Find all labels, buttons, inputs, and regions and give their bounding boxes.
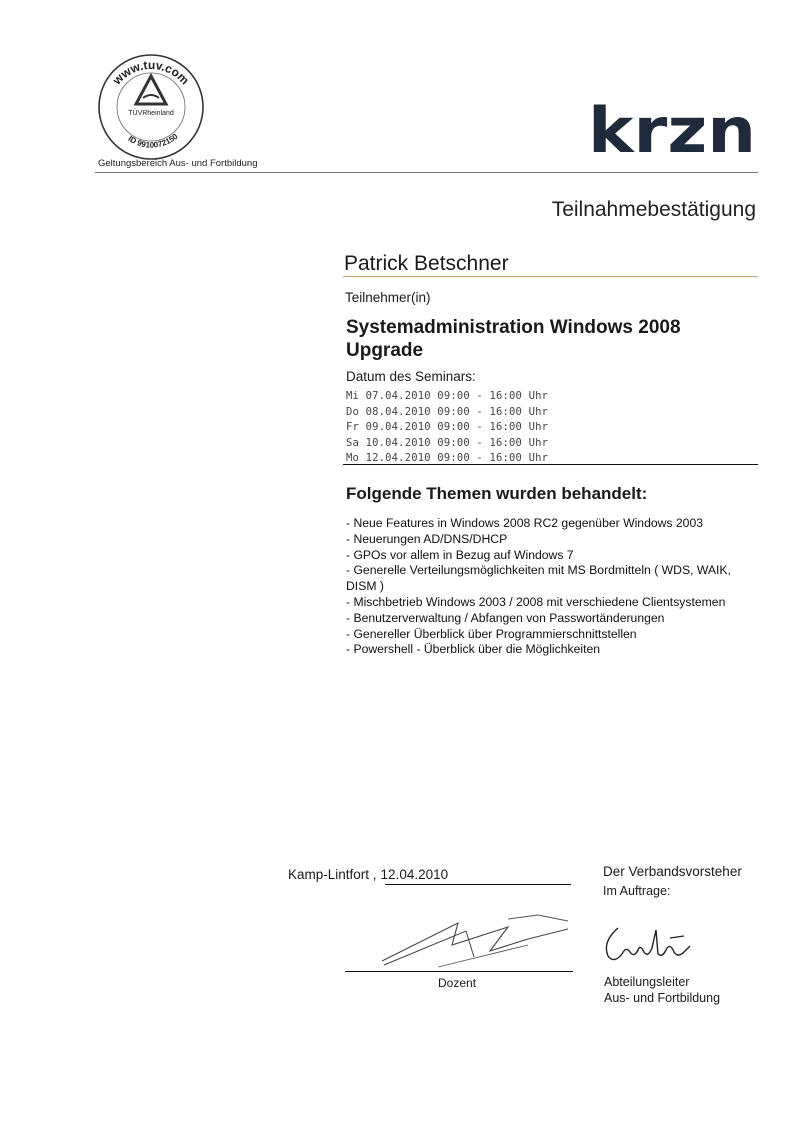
krzn-logo	[588, 104, 758, 156]
department-name: Aus- und Fortbildung	[604, 991, 721, 1005]
tuv-certification-seal	[96, 52, 206, 162]
place-text: Kamp-Lintfort ,	[288, 867, 377, 882]
logo-text: krzn	[588, 104, 756, 156]
department-head-title: Abteilungsleiter	[604, 975, 690, 989]
topic-item: - Generelle Verteilungsmöglichkeiten mit MS Bordmitteln ( WDS, WAIK, DISM )	[346, 563, 731, 594]
seminar-date-row: Sa 10.04.2010 09:00 - 16:00 Uhr	[346, 436, 549, 449]
topic-item: - Genereller Überblick über Programmierschnittstellen	[346, 626, 637, 641]
topic-item: - Neuerungen AD/DNS/DHCP	[346, 531, 508, 546]
seminar-dates	[346, 389, 548, 467]
dates-label: Datum des Seminars:	[346, 369, 476, 384]
head-title: Der Verbandsvorsteher	[603, 864, 742, 879]
seal-brand-text: TÜVRheinland	[128, 110, 174, 117]
instructor-label: Dozent	[438, 976, 477, 990]
topics-list	[346, 516, 756, 658]
department-head-label	[604, 974, 720, 1006]
date-underline	[385, 884, 571, 885]
participant-label: Teilnehmer(in)	[345, 290, 431, 305]
department-head-signature	[600, 922, 700, 968]
seminar-date-row: Mo 12.04.2010 09:00 - 16:00 Uhr	[346, 452, 549, 464]
dates-divider	[343, 464, 758, 465]
place-date	[288, 867, 448, 882]
participant-name: Patrick Betschner	[344, 252, 509, 275]
document-title: Teilnahmebestätigung	[551, 198, 756, 221]
seal-caption: Geltungsbereich Aus- und Fortbildung	[98, 158, 258, 169]
seminar-date-row: Mi 07.04.2010 09:00 - 16:00 Uhr	[346, 390, 549, 402]
name-underline	[343, 276, 758, 277]
topics-heading: Folgende Themen wurden behandelt:	[346, 484, 648, 503]
topic-item: - Neue Features in Windows 2008 RC2 gegenüber Windows 2003	[346, 516, 704, 530]
header-divider	[95, 172, 758, 173]
course-title: Systemadministration Windows 2008 Upgrade	[346, 317, 681, 361]
topic-item: - Benutzerverwaltung / Abfangen von Passwortänderungen	[346, 610, 665, 625]
instructor-signature-line	[345, 971, 573, 972]
on-behalf-label: Im Auftrage:	[603, 884, 671, 898]
issue-date: 12.04.2010	[380, 867, 449, 882]
topic-item: - GPOs vor allem in Bezug auf Windows 7	[346, 547, 574, 562]
seal-url-text: www.tuv.com	[109, 57, 192, 88]
seal-id-text: ID 9910072150	[126, 131, 180, 150]
seminar-date-row: Do 08.04.2010 09:00 - 16:00 Uhr	[346, 405, 549, 418]
topic-item: - Powershell - Überblick über die Möglichkeiten	[346, 642, 601, 657]
topic-item: - Mischbetrieb Windows 2003 / 2008 mit verschiedene Clientsystemen	[346, 594, 726, 609]
seminar-date-row: Fr 09.04.2010 09:00 - 16:00 Uhr	[346, 421, 549, 433]
instructor-signature	[378, 905, 578, 975]
